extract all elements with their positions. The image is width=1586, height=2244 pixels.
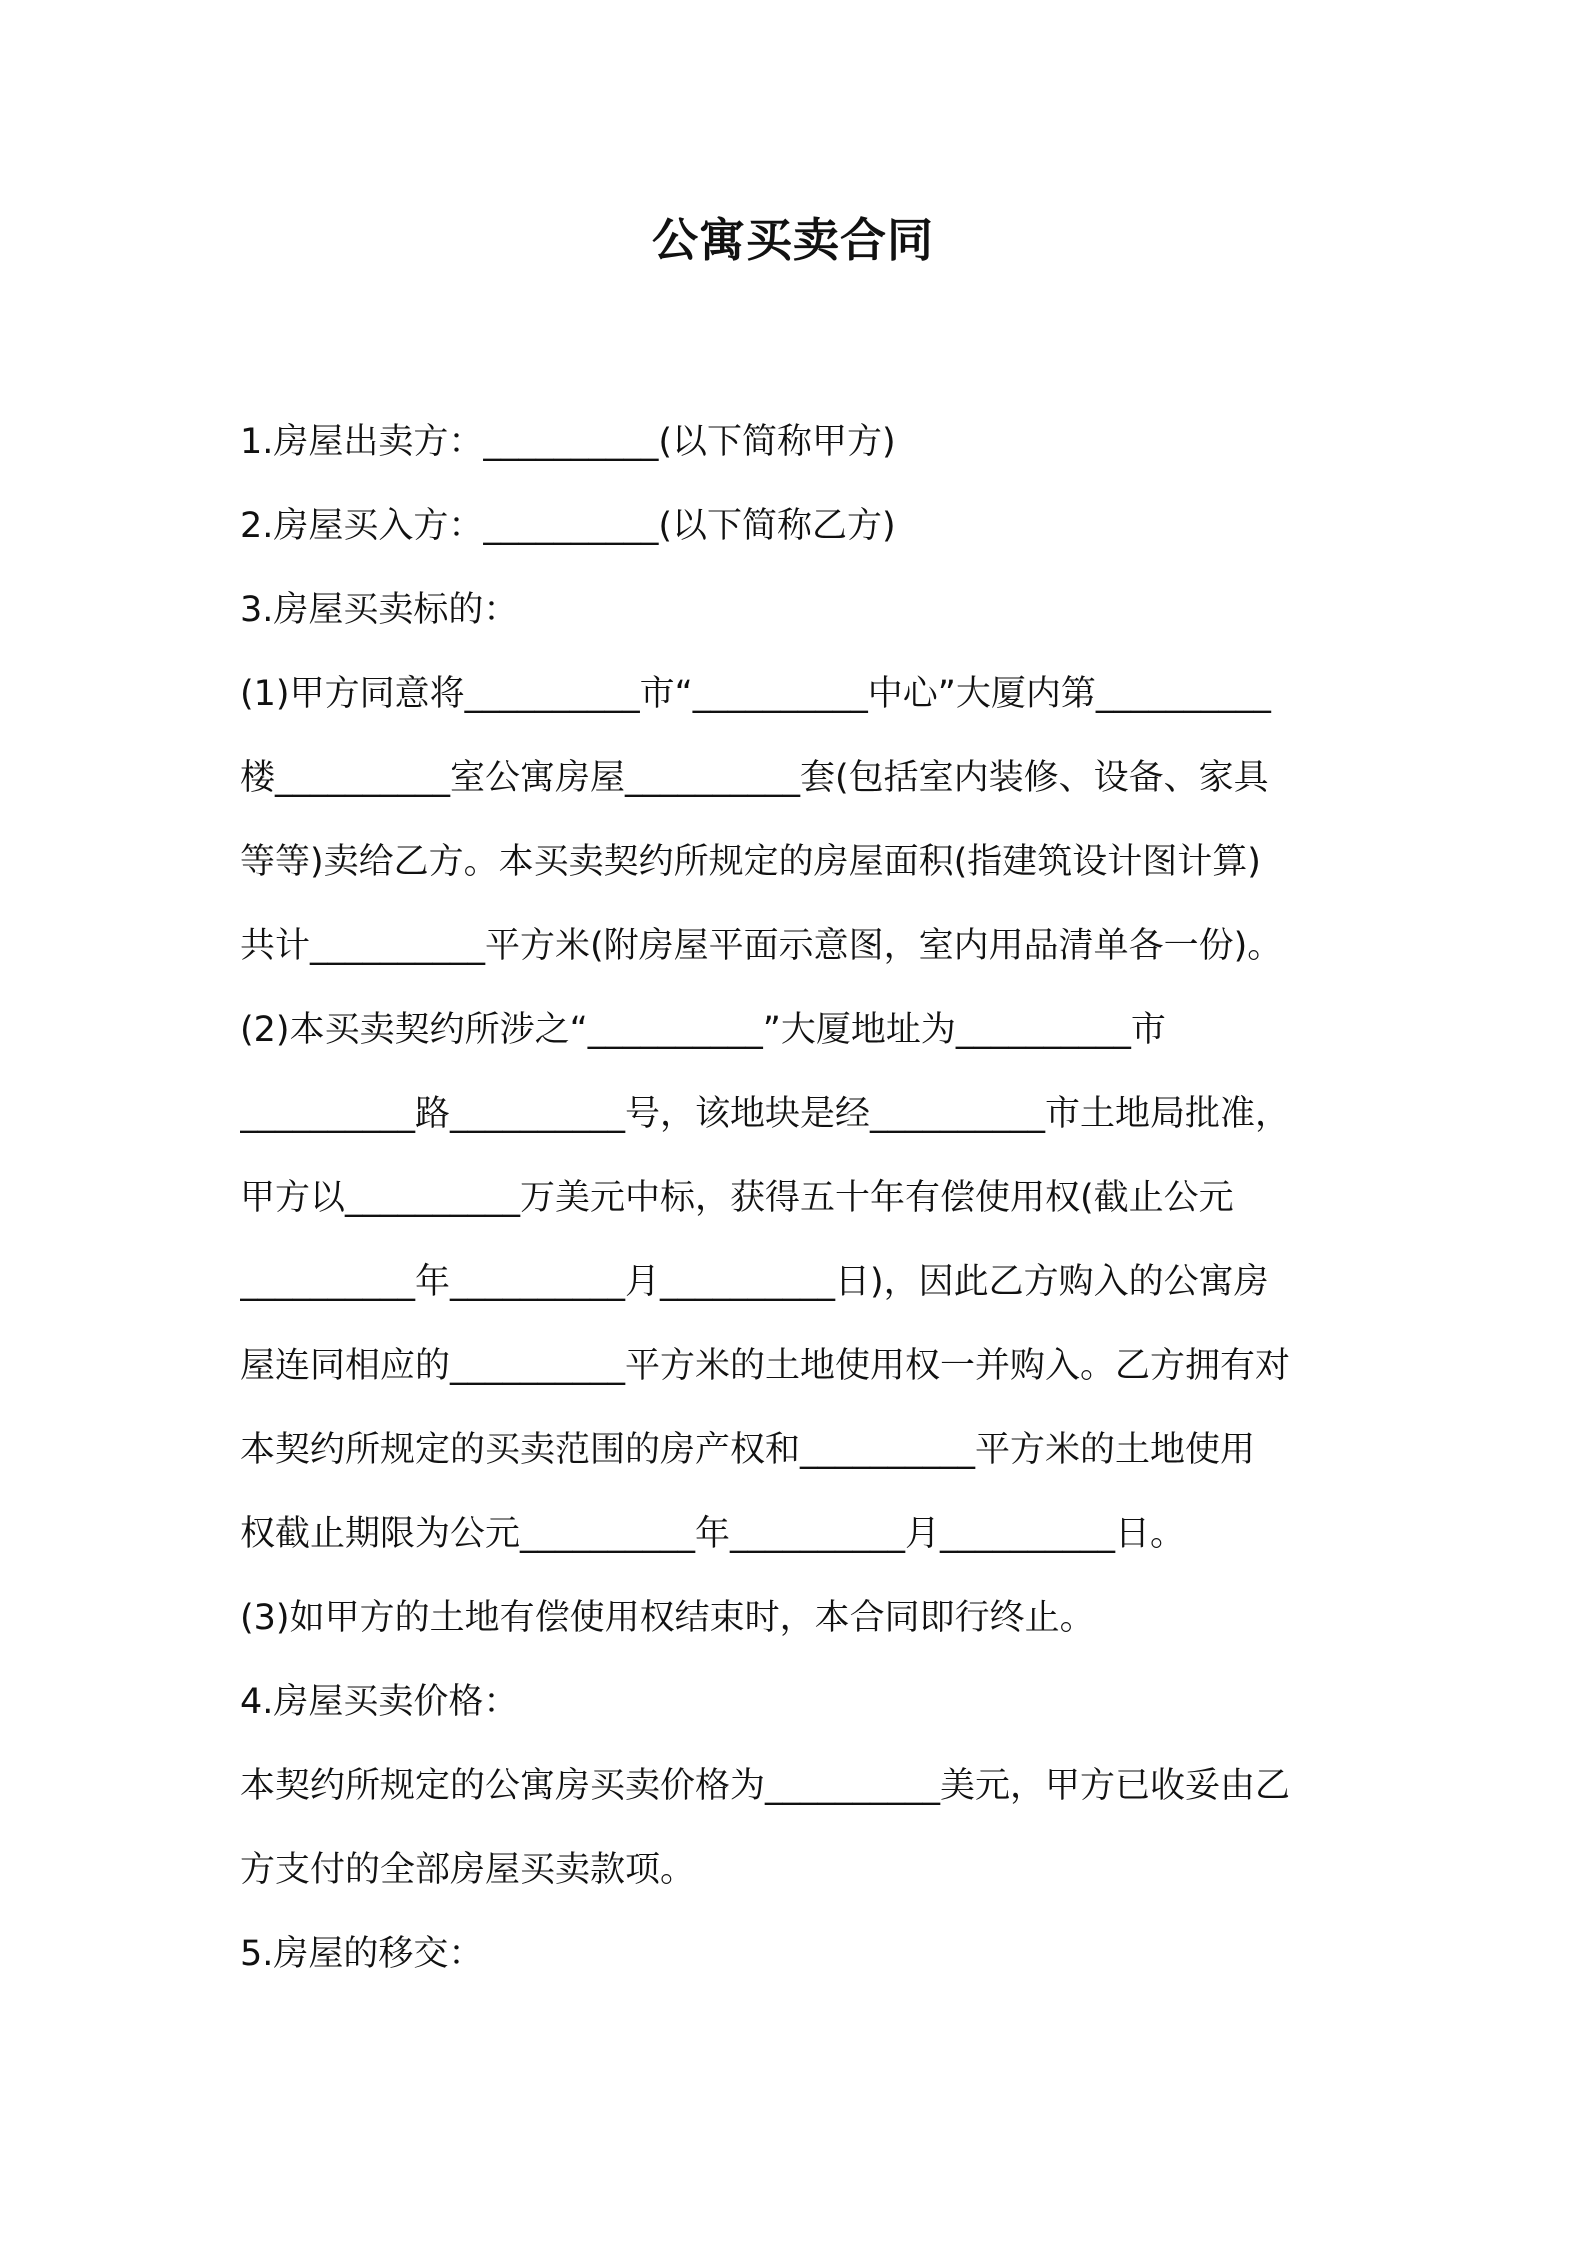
body-line: (1)甲方同意将__________市“__________中心”大厦内第__________	[240, 674, 1271, 714]
clause-subject-heading: 3.房屋买卖标的：	[240, 590, 519, 630]
body-line: (3)如甲方的土地有偿使用权结束时，本合同即行终止。	[240, 1598, 1095, 1638]
body-line: 本契约所规定的买卖范围的房产权和__________平方米的土地使用	[240, 1430, 1256, 1470]
body-line: 等等)卖给乙方。本买卖契约所规定的房屋面积(指建筑设计图计算)	[240, 842, 1261, 882]
body-line: __________年__________月__________日)，因此乙方购入的公寓房	[240, 1262, 1269, 1302]
body-line: 权截止期限为公元__________年__________月__________日。	[240, 1514, 1186, 1554]
clause-price-heading: 4.房屋买卖价格：	[240, 1682, 519, 1722]
body-line: 屋连同相应的__________平方米的土地使用权一并购入。乙方拥有对	[240, 1346, 1291, 1386]
clause-buyer: 2.房屋买入方：__________(以下简称乙方)	[240, 506, 896, 546]
document-title: 公寓买卖合同	[652, 213, 934, 267]
clause-seller: 1.房屋出卖方：__________(以下简称甲方)	[240, 422, 896, 462]
body-line: 楼__________室公寓房屋__________套(包括室内装修、设备、家具	[240, 758, 1269, 798]
body-line: 共计__________平方米(附房屋平面示意图，室内用品清单各一份)。	[240, 926, 1283, 966]
clause-handover-heading: 5.房屋的移交：	[240, 1934, 484, 1974]
document-body	[240, 400, 1370, 1996]
body-line: 方支付的全部房屋买卖款项。	[240, 1850, 696, 1890]
body-line: __________路__________号，该地块是经__________市土地局批准，	[240, 1094, 1291, 1134]
body-line: 甲方以__________万美元中标，获得五十年有偿使用权(截止公元	[240, 1178, 1234, 1218]
body-line: 本契约所规定的公寓房买卖价格为__________美元，甲方已收妥由乙	[240, 1766, 1291, 1806]
body-line: (2)本买卖契约所涉之“__________”大厦地址为__________市	[240, 1010, 1166, 1050]
